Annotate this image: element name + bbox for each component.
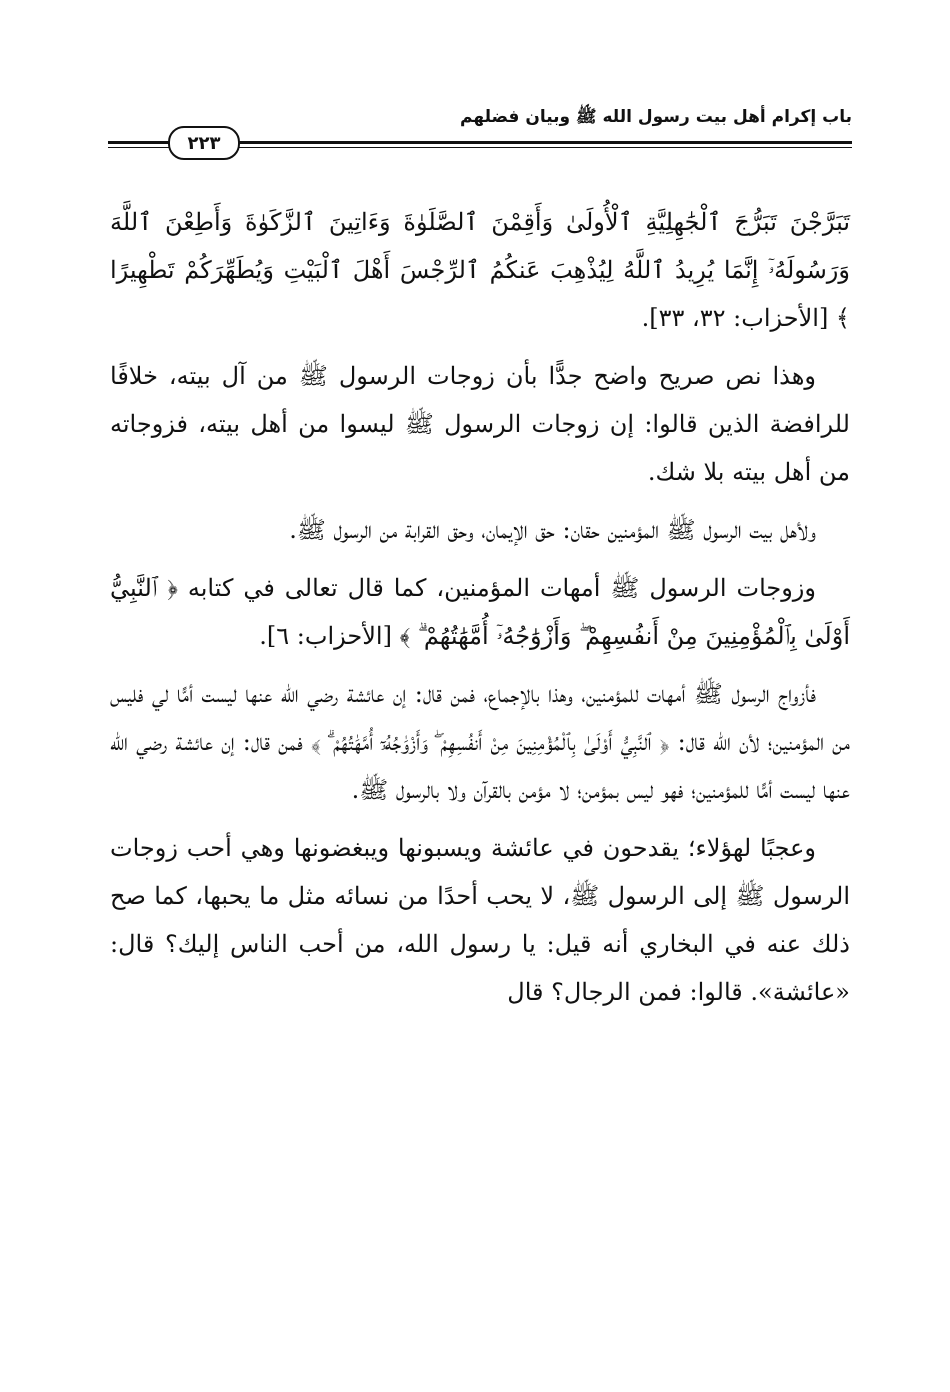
page-header: [108, 100, 852, 158]
page-number: ٢٢٣: [168, 126, 240, 160]
paragraph-consensus: فأزواج الرسول ﷺ أمهات للمؤمنين، وهذا بالإجماع، فمن قال: إن عائشة رضي الله عنها ليست أمًّا لي فليس من المؤمنين؛ لأن الله قال: ﴿ ٱلنَّبِيُّ أَوْلَىٰ بِٱلْمُؤْمِنِينَ مِنْ أَنفُسِهِمْ ۖ وَأَزْوَٰجُهُۥٓ أُمَّهَٰتُهُمْ ۗ ﴾ فمن قال: إن عائشة رضي الله عنها ليست أمًّا للمؤمنين؛ فهو ليس بمؤمن؛ لا مؤمن بالقرآن ولا بالرسول ﷺ.: [110, 680, 850, 804]
page-body: [110, 198, 850, 1016]
header-rule: [234, 141, 852, 148]
paragraph-wives-are-family: وهذا نص صريح واضح جدًّا بأن زوجات الرسول ﷺ من آل بيته، خلافًا للرافضة الذين قالوا: إن زوجات الرسول ﷺ ليسوا من أهل بيته، فزوجاته من أهل بيته بلا شك.: [110, 362, 850, 486]
paragraph-aisha-beloved: وعجبًا لهؤلاء؛ يقدحون في عائشة ويسبونها ويبغضونها وهي أحب زوجات الرسول ﷺ إلى الرسول ﷺ، لا يحب أحدًا من نسائه مثل ما يحبها، كما صح ذلك عنه في البخاري أنه قيل: يا رسول الله، من أحب الناس إليك؟ قال: «عائشة». قالوا: فمن الرجال؟ قال: [110, 834, 850, 1006]
running-title: باب إكرام أهل بيت رسول الله ﷺ وبيان فضلهم: [460, 107, 852, 127]
quran-verse-continuation: تَبَرَّجْنَ تَبَرُّجَ ٱلْجَٰهِلِيَّةِ ٱلْأُولَىٰ وَأَقِمْنَ ٱلصَّلَوٰةَ وَءَاتِينَ ٱلزَّكَوٰةَ وَأَطِعْنَ ٱللَّهَ وَرَسُولَهُۥٓ إِنَّمَا يُرِيدُ ٱللَّهُ لِيُذْهِبَ عَنكُمُ ٱلرِّجْسَ أَهْلَ ٱلْبَيْتِ وَيُطَهِّرَكُمْ تَطْهِيرًا ﴾ [الأحزاب: ٣٢، ٣٣].: [110, 208, 850, 332]
paragraph-two-rights: ولأهل بيت الرسول ﷺ المؤمنين حقان: حق الإيمان، وحق القرابة من الرسول ﷺ.: [289, 516, 816, 544]
header-rule-left: [108, 141, 170, 148]
paragraph-mothers-of-believers: وزوجات الرسول ﷺ أمهات المؤمنين، كما قال تعالى في كتابه ﴿ ٱلنَّبِيُّ أَوْلَىٰ بِٱلْمُؤْمِنِينَ مِنْ أَنفُسِهِمْ ۖ وَأَزْوَٰجُهُۥٓ أُمَّهَٰتُهُمْ ۗ ﴾ [الأحزاب: ٦].: [110, 574, 850, 650]
